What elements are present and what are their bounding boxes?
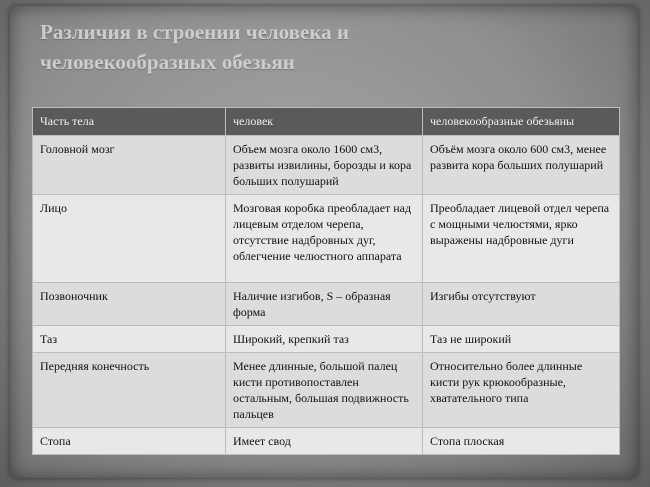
cell-apes: Объём мозга около 600 см3, менее развита кора больших полушарий <box>423 136 620 195</box>
cell-body-part: Стопа <box>33 428 226 455</box>
slide-title: Различия в строении человека и человекообразных обезьян <box>40 20 349 74</box>
cell-human: Имеет свод <box>226 428 423 455</box>
cell-body-part: Лицо <box>33 195 226 283</box>
header-body-part: Часть тела <box>33 108 226 136</box>
cell-body-part: Позвоночник <box>33 283 226 326</box>
table-header-row <box>33 108 620 136</box>
cell-human: Мозговая коробка преобладает над лицевым отделом черепа, отсутствие надбровных дуг, облегчение челюстного аппарата <box>226 195 423 283</box>
cell-apes: Преобладает лицевой отдел черепа с мощными челюстями, ярко выражены надбровные дуги <box>423 195 620 283</box>
table-row <box>33 428 620 455</box>
cell-apes: Относительно более длинные кисти рук крюкообразные, хватательного типа <box>423 353 620 428</box>
cell-human: Менее длинные, большой палец кисти противопоставлен остальным, большая подвижность пальцев <box>226 353 423 428</box>
cell-human: Наличие изгибов, S – образная форма <box>226 283 423 326</box>
table-row <box>33 136 620 195</box>
cell-apes: Таз не широкий <box>423 326 620 353</box>
cell-apes: Изгибы отсутствуют <box>423 283 620 326</box>
comparison-table <box>32 107 620 455</box>
cell-body-part: Таз <box>33 326 226 353</box>
table-row <box>33 353 620 428</box>
table-row <box>33 326 620 353</box>
table-row <box>33 283 620 326</box>
header-human: человек <box>226 108 423 136</box>
table-row <box>33 195 620 283</box>
cell-human: Объем мозга около 1600 см3, развиты извилины, борозды и кора больших полушарий <box>226 136 423 195</box>
cell-body-part: Головной мозг <box>33 136 226 195</box>
cell-body-part: Передняя конечность <box>33 353 226 428</box>
header-apes: человекообразные обезьяны <box>423 108 620 136</box>
cell-apes: Стопа плоская <box>423 428 620 455</box>
cell-human: Широкий, крепкий таз <box>226 326 423 353</box>
